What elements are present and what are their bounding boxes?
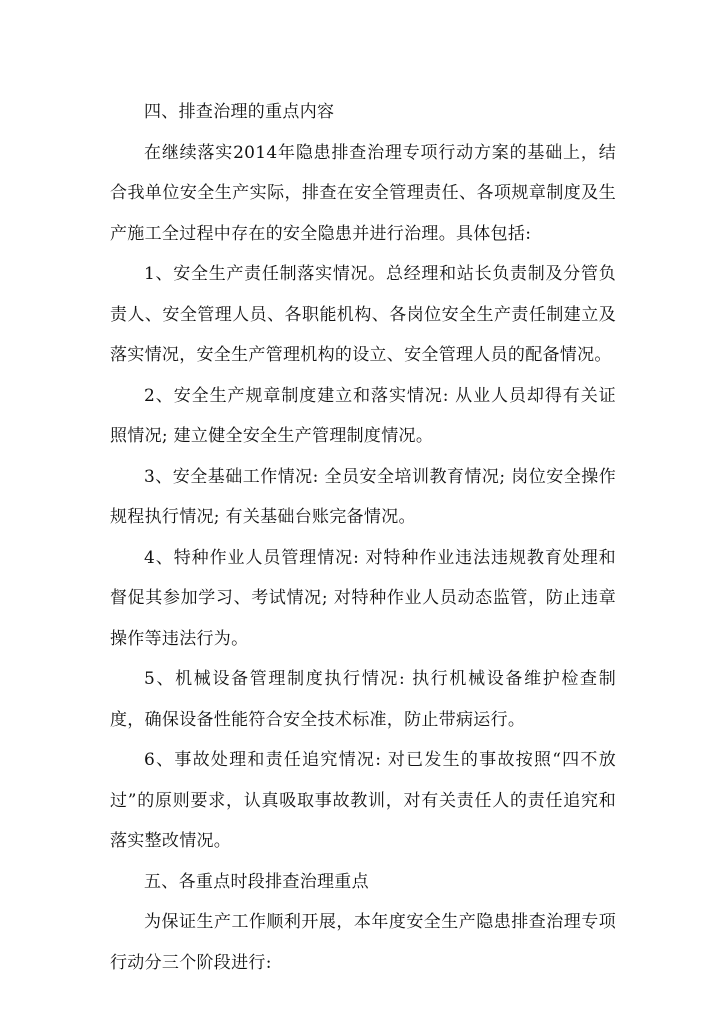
list-item-2: 2、安全生产规章制度建立和落实情况: 从业人员却得有关证照情况; 建立健全安全生产管理制度情况。 [110,385,616,446]
document-body [110,92,616,983]
section-5-heading: 五、各重点时段排查治理重点 [144,871,369,892]
list-item-1: 1、安全生产责任制落实情况。总经理和站长负责制及分管负责人、安全管理人员、各职能机构、各岗位安全生产责任制建立及落实情况，安全生产管理机构的设立、安全管理人员的配备情况。 [110,264,616,365]
list-item-6: 6、事故处理和责任追究情况: 对已发生的事故按照“四不放过”的原则要求，认真吸取事故教训，对有关责任人的责任追究和落实整改情况。 [110,750,616,851]
list-item-4: 4、特种作业人员管理情况: 对特种作业违法违规教育处理和督促其参加学习、考试情况; 对特种作业人员动态监管，防止违章操作等违法行为。 [110,547,616,649]
list-item-3: 3、安全基础工作情况: 全员安全培训教育情况; 岗位安全操作规程执行情况; 有关基础台账完备情况。 [110,466,616,527]
section-4-intro: 在继续落实2014年隐患排查治理专项行动方案的基础上，结合我单位安全生产实际，排查在安全管理责任、各项规章制度及生产施工全过程中存在的安全隐患并进行治理。具体包括: [110,142,616,244]
section-5-intro: 为保证生产工作顺利开展，本年度安全生产隐患排查治理专项行动分三个阶段进行: [110,912,616,973]
section-4-heading: 四、排查治理的重点内容 [144,102,335,122]
list-item-5: 5、机械设备管理制度执行情况: 执行机械设备维护检查制度，确保设备性能符合安全技术标准，防止带病运行。 [110,669,616,730]
